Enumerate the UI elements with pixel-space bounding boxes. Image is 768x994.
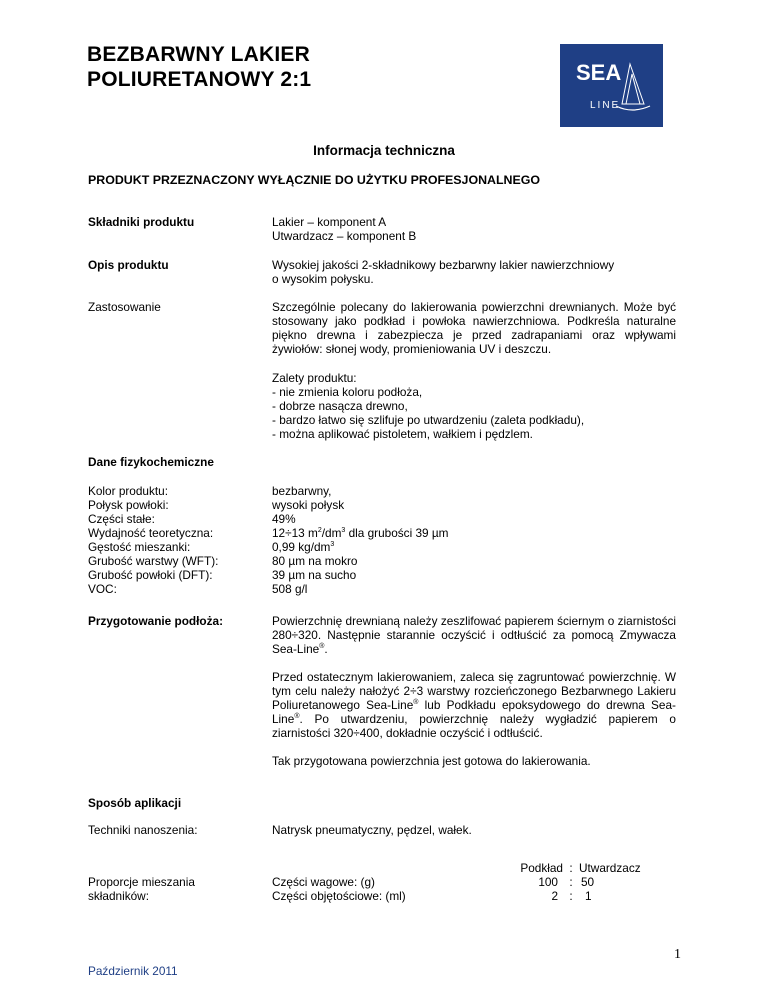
value-dft: 39 µm na sucho [272,568,357,582]
value-wydajnosc: 12÷13 $m^2/dm^3$ dla grubości 39 µm [272,526,449,540]
zalety-list [272,371,676,441]
przygotowanie-p1: Powierzchnię drewnianą należy zeszlifować papierem ściernym o ziarnistości 280÷320. Następnie starannie oczyścić i odtłuścić za pomocą Zmywacza Sea-Line®. [272,614,676,656]
mix-row-volume: 2 : 1 [551,889,592,903]
value-wft: 80 µm na mokro [272,554,358,568]
value-skladniki [272,215,676,243]
label-przygotowanie: Przygotowanie podłoża: [88,614,224,628]
value-polysk: wysoki połysk [272,498,345,512]
value-opis [272,258,676,286]
title-line-2: POLIURETANOWY 2:1 [87,68,312,91]
value-zastosowanie: Szczególnie polecany do lakierowania powierzchni drewnianych. Może być stosowany jako podkład i powłoka nawierzchniowa. Podkreśla naturalne piękno drewna i zabezpiecza je przed zadrapaniami oraz wpływami żywiołów: słonej wody, promieniowania UV i deszczu. [272,300,676,356]
opis-line-2: o wysokim połysku. [272,272,374,286]
dane-label: Kolor produktu: [88,484,169,498]
label-opis: Opis produktu [88,258,169,272]
zalety-item: - dobrze nasącza drewno, [272,399,408,413]
zalety-item: - można aplikować pistoletem, wałkiem i pędzlem. [272,427,533,441]
dane-label: Gęstość mieszanki: [88,540,191,554]
zalety-heading: Zalety produktu: [272,371,357,385]
heading-aplikacja: Sposób aplikacji [88,796,182,810]
skladniki-line-2: Utwardzacz – komponent B [272,229,417,243]
zalety-item: - bardzo łatwo się szlifuje po utwardzeniu (zaleta podkładu), [272,413,585,427]
dane-labels [88,484,218,596]
document-title [87,42,311,92]
dane-values [272,484,676,596]
dane-label: VOC: [88,582,117,596]
page-number: 1 [674,947,681,962]
mix-row-weight: 100 : 50 [538,875,595,889]
value-gestosc: 0,99 $kg/dm^3$ [272,540,335,554]
przygotowanie-p2: Przed ostatecznym lakierowaniem, zaleca się zagruntować powierzchnię. W tym celu należy nałożyć 2÷3 warstwy rozcieńczonego Bezbarwnego Lakieru Poliuretanowego Sea-Line® lub Podkładu epoksydowego do drewna Sea-Line®. Po utwardzeniu, powierzchnię należy wygładzić papierem o ziarnistości 320÷400, dokładnie oczyścić i odtłuścić. [272,670,676,740]
przygotowanie-p3: Tak przygotowana powierzchnia jest gotowa do lakierowania. [272,754,591,768]
value-voc: 508 g/l [272,582,308,596]
opis-line-1: Wysokiej jakości 2-składnikowy bezbarwny lakier nawierzchniowy [272,258,615,272]
dane-label: Grubość warstwy (WFT): [88,554,219,568]
sea-line-logo-graphic [560,44,663,127]
dane-label: Części stałe: [88,512,155,526]
czesci-wagowe: Części wagowe: (g) [272,875,375,889]
title-line-1: BEZBARWNY LAKIER [87,43,310,66]
czesci-objetosciowe: Części objętościowe: (ml) [272,889,406,903]
heading-dane: Dane fizykochemiczne [88,455,214,469]
mixing-ratio-table [498,861,645,903]
label-techniki: Techniki nanoszenia: [88,823,198,837]
professional-use-notice: PRODUKT PRZEZNACZONY WYŁĄCZNIE DO UŻYTKU PROFESJONALNEGO [88,173,541,187]
logo-text-line: LINE [590,100,621,111]
mix-header-row: Podkład : Utwardzacz [520,861,641,875]
skladniki-line-1: Lakier – komponent A [272,215,387,229]
value-techniki: Natrysk pneumatyczny, pędzel, wałek. [272,823,472,837]
sea-line-logo [560,44,663,127]
dane-label: Wydajność teoretyczna: [88,526,214,540]
logo-text-sea: SEA [576,60,622,85]
section-title: Informacja techniczna [313,143,455,158]
footer-date: Październik 2011 [88,964,178,978]
value-czesci-stale: 49% [272,512,296,526]
dane-label: Połysk powłoki: [88,498,169,512]
dane-label: Grubość powłoki (DFT): [88,568,213,582]
zalety-item: - nie zmienia koloru podłoża, [272,385,423,399]
label-skladniki: Składniki produktu [88,215,195,229]
label-zastosowanie: Zastosowanie [88,300,161,314]
label-proporcje: Proporcje mieszania składników: [88,875,195,903]
value-kolor: bezbarwny, [272,484,332,498]
